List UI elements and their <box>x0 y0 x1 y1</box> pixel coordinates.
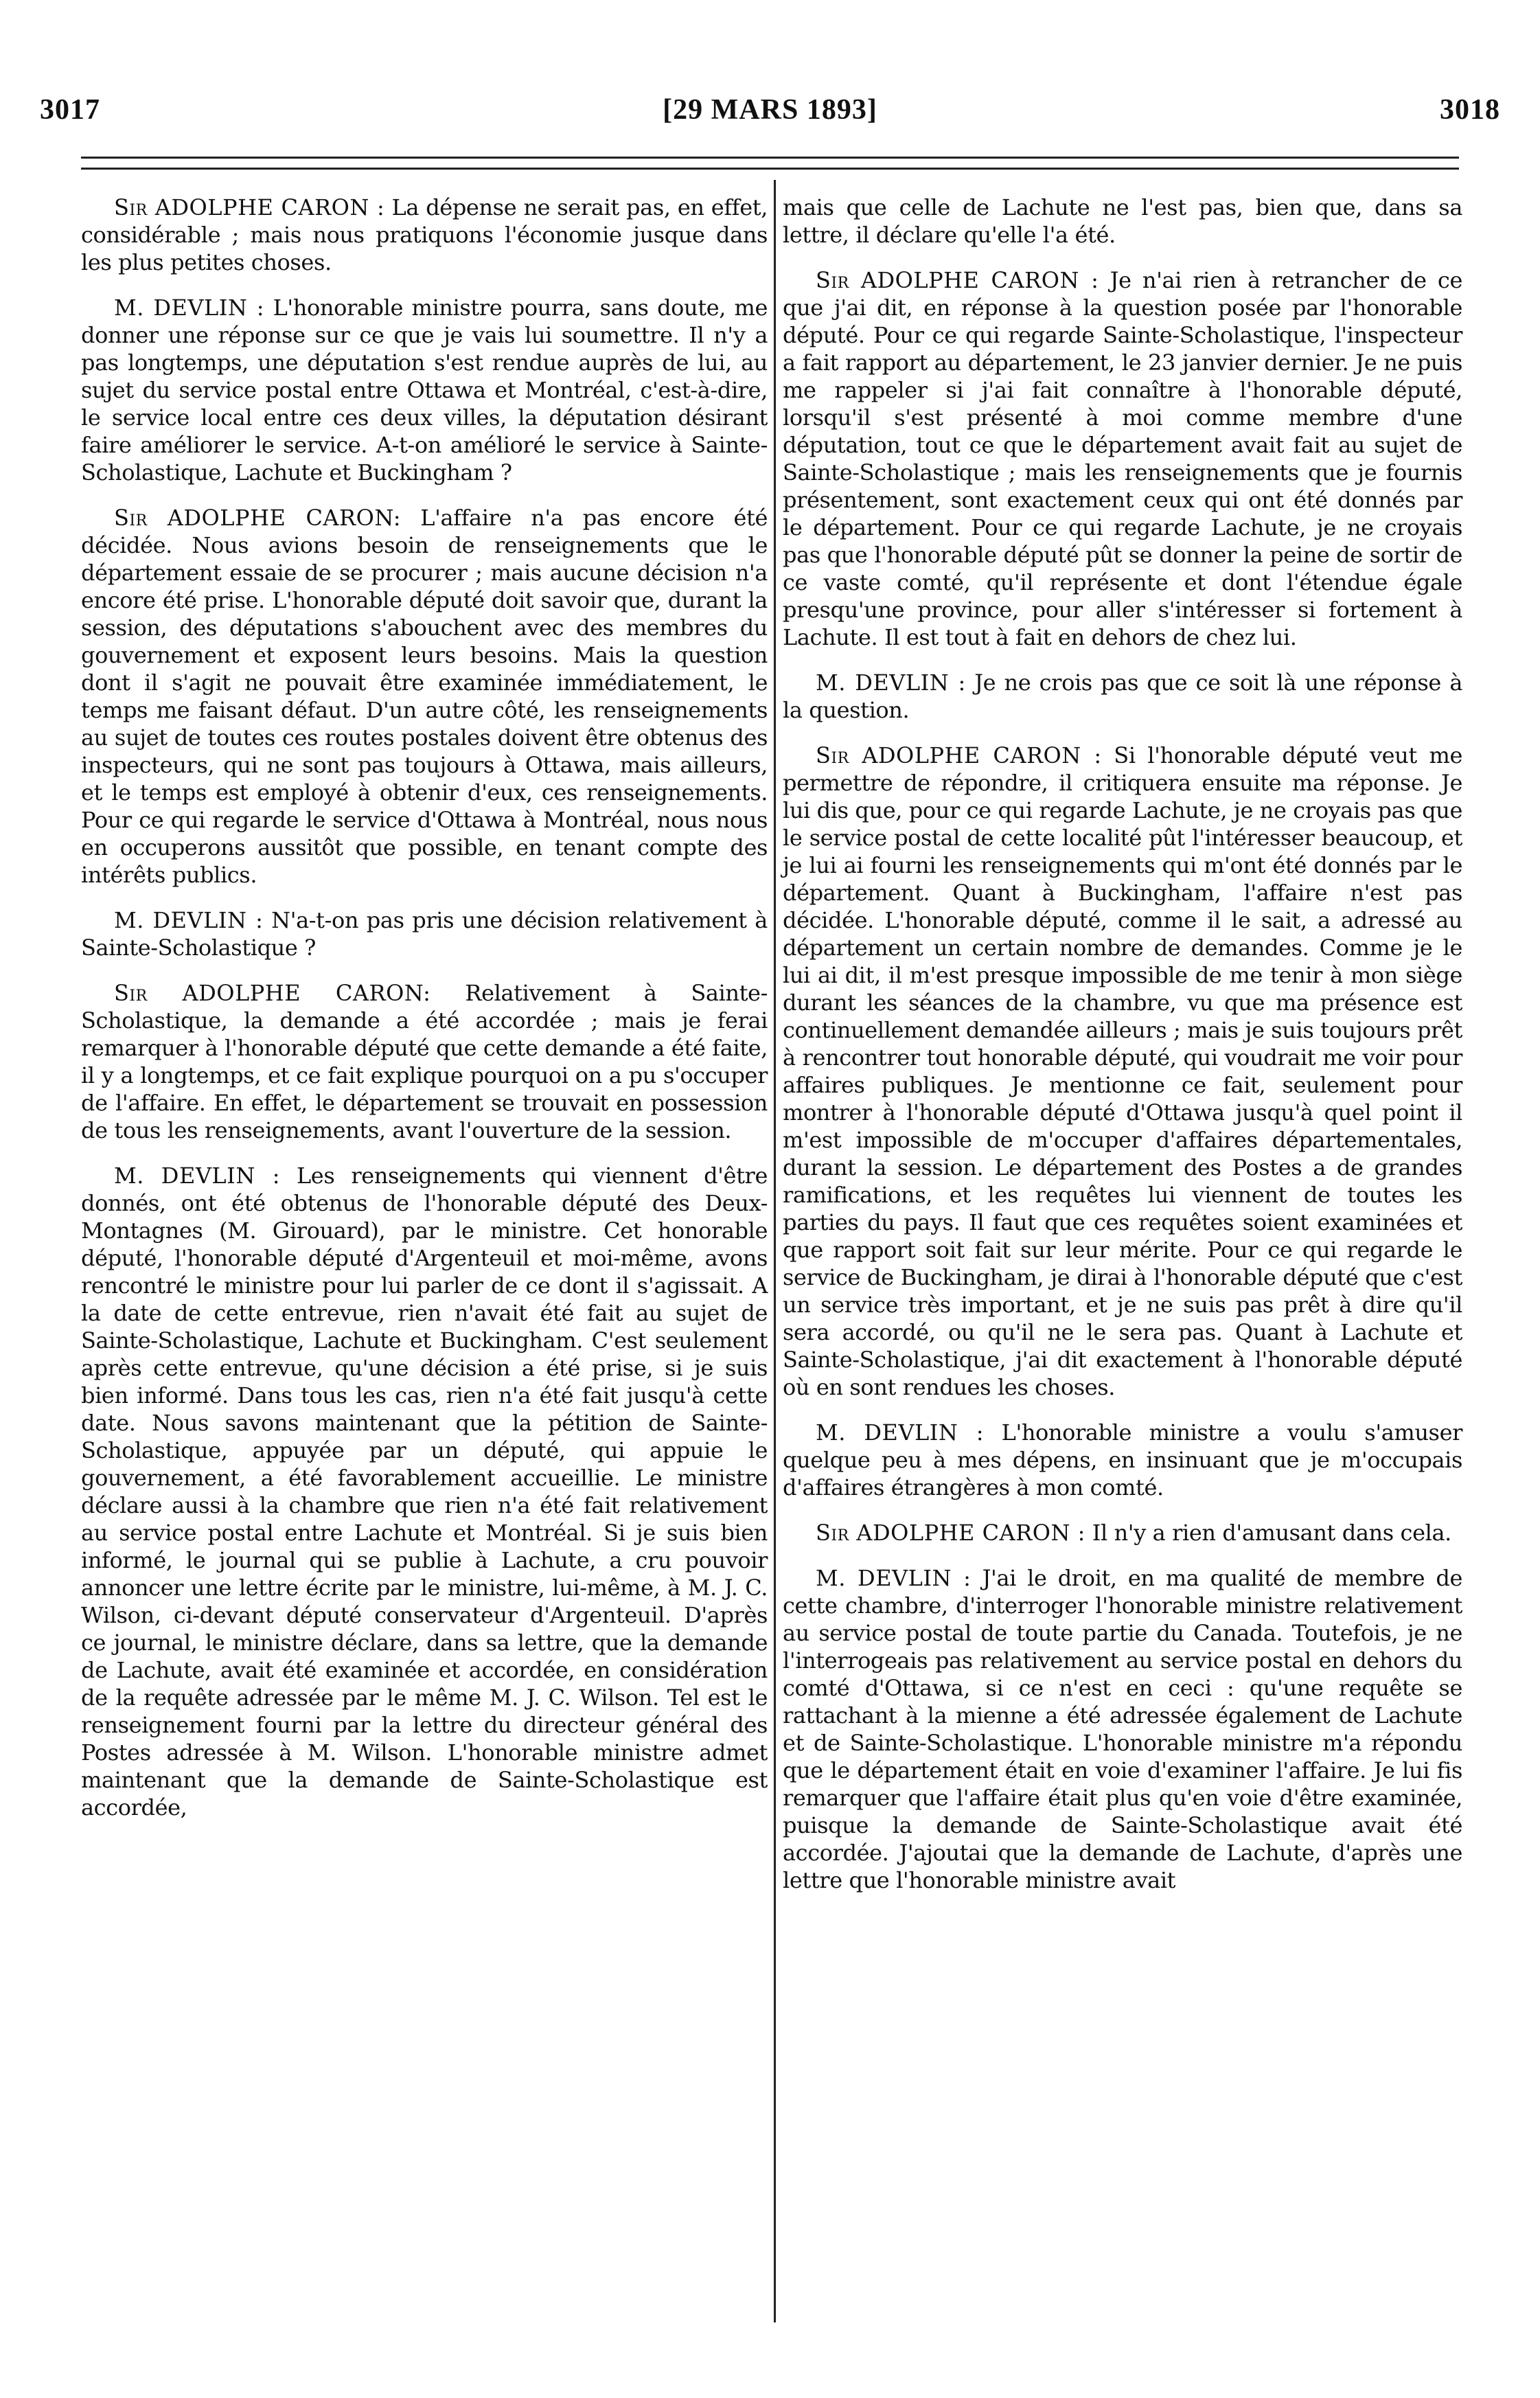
paragraph <box>81 979 768 1144</box>
paragraph <box>783 1419 1462 1501</box>
speaker-name: M. DEVLIN : <box>114 907 264 933</box>
paragraph-text: L'affaire n'a pas encore été décidée. Nous avions besoin de renseignements que le département essaie de se procurer ; mais aucune décision n'a encore été prise. L'honorable député doit savoir que, durant la session, des députations s'abouchent avec des membres du gouvernement et exposent leurs besoins. Mais la question dont il s'agit ne pouvait être examinée immédiatement, le temps me faisant défaut. D'un autre côté, les renseignements au sujet de toutes ces routes postales doivent être obtenus des inspecteurs, qui ne sont pas toujours à Ottawa, mais ailleurs, et le temps est employé à obtenir d'eux, ces renseignements. Pour ce qui regarde le service d'Ottawa à Montréal, nous nous en occuperons aussitôt que possible, en tenant compte des intérêts publics. <box>81 505 768 888</box>
speaker-name: Sir ADOLPHE CARON : <box>816 742 1102 768</box>
left-column <box>81 194 768 1839</box>
paragraph-text: Je ne crois pas que ce soit là une réponse à la question. <box>783 670 1462 723</box>
paragraph <box>783 1564 1462 1894</box>
paragraph-text: Je n'ai rien à retrancher de ce que j'ai dit, en réponse à la question posée par l'honorable député. Pour ce qui regarde Sainte-Scholastique, l'inspecteur a fait rapport au département, le 23 janvier dernier. Je ne puis me rappeler si j'ai fait connaître à l'honorable député, lorsqu'il s'est présenté à moi comme membre d'une députation, tout ce que le département avait fait au sujet de Sainte-Scholastique ; mais les renseignements que je fournis présentement, sont exactement ceux qui ont été donnés par le département. Pour ce qui regarde Lachute, je ne croyais pas que l'honorable député pût se donner la peine de sortir de ce vaste comté, qu'il représente et dont l'étendue égale presqu'une province, pour aller s'intéresser si fortement à Lachute. Il est tout à fait en dehors de chez lui. <box>783 267 1462 650</box>
paragraph-text: L'honorable ministre pourra, sans doute, me donner une réponse sur ce que je vais lui soumettre. Il n'y a pas longtemps, une députation s'est rendue auprès de lui, au sujet du service postal entre Ottawa et Montréal, c'est-à-dire, le service local entre ces deux villes, la députation désirant faire améliorer le service. A-t-on amélioré le service à Sainte-Scholastique, Lachute et Buckingham ? <box>81 295 768 486</box>
page-number-left: 3017 <box>40 94 100 126</box>
paragraph <box>81 1162 768 1821</box>
paragraph-text: Les renseignements qui viennent d'être donnés, ont été obtenus de l'honorable député des Deux-Montagnes (M. Girouard), par le ministre. Cet honorable député, l'honorable député d'Argenteuil et moi-même, avons rencontré le ministre pour lui parler de ce dont il s'agissait. A la date de cette entrevue, rien n'avait été fait au sujet de Sainte-Scholastique, Lachute et Buckingham. C'est seulement après cette entrevue, qu'une décision a été prise, si je suis bien informé. Dans tous les cas, rien n'a été fait jusqu'à cette date. Nous savons maintenant que la pétition de Sainte-Scholastique, appuyée par un député, qui appuie le gouvernement, a été favorablement accueillie. Le ministre déclare aussi à la chambre que rien n'a été fait relativement au service postal entre Lachute et Montréal. Si je suis bien informé, le journal qui se publie à Lachute, a cru pouvoir annoncer une lettre écrite par le ministre, lui-même, à M. J. C. Wilson, ci-devant député conservateur d'Argenteuil. D'après ce journal, le ministre déclare, dans sa lettre, que la demande de Lachute, avait été examinée et accordée, en considération de la requête adressée par le même M. J. C. Wilson. Tel est le renseignement fourni par la lettre du directeur général des Postes adressée à M. Wilson. L'honorable ministre admet maintenant que la demande de Sainte-Scholastique est accordée, <box>81 1163 768 1820</box>
speaker-name: M. DEVLIN : <box>816 1419 985 1446</box>
paragraph <box>81 504 768 889</box>
speaker-name: M. DEVLIN : <box>114 1163 280 1189</box>
paragraph-text: mais que celle de Lachute ne l'est pas, bien que, dans sa lettre, il déclare qu'elle l'a été. <box>783 194 1462 248</box>
speaker-name: M. DEVLIN : <box>816 670 966 696</box>
header-rule-bottom <box>81 168 1459 170</box>
header-rule-top <box>81 157 1459 159</box>
page-date: [29 MARS 1893] <box>663 94 877 126</box>
paragraph <box>81 294 768 486</box>
speaker-name: Sir ADOLPHE CARON : <box>816 267 1099 293</box>
speaker-name: Sir ADOLPHE CARON : <box>114 194 385 220</box>
paragraph-text: Il n'y a rien d'amusant dans cela. <box>1092 1520 1451 1546</box>
paragraph-text: Relativement à Sainte-Scholastique, la demande a été accordée ; mais je ferai remarquer à l'honorable député que cette demande a été faite, il y a longtemps, et ce fait explique pourquoi on a pu s'occuper de l'affaire. En effet, le département se trouvait en possession de tous les renseignements, avant l'ouverture de la session. <box>81 980 768 1143</box>
speaker-name: M. DEVLIN : <box>114 295 265 321</box>
paragraph <box>783 1519 1462 1546</box>
paragraph-text: Si l'honorable député veut me permettre de répondre, il critiquera ensuite ma réponse. Je lui dis que, pour ce qui regarde Lachute, je ne croyais pas que le service postal de cette localité pût l'intéresser beaucoup, et je lui ai fourni les renseignements qui m'ont été donnés par le département. Quant à Buckingham, l'affaire n'est pas décidée. L'honorable député, comme il le sait, a adressé au département un certain nombre de demandes. Comme je le lui ai dit, il m'est presque impossible de me tenir à mon siège durant les séances de la chambre, vu que ma présence est continuellement demandée ailleurs ; mais je suis toujours prêt à rencontrer tout honorable député, qui voudrait me voir pour affaires publiques. Je mentionne ce fait, seulement pour montrer à l'honorable député d'Ottawa jusqu'à quel point il m'est impossible de m'occuper d'affaires départementales, durant la session. Le département des Postes a de grandes ramifications, et les requêtes lui viennent de toutes les parties du pays. Il faut que ces requêtes soient examinées et que rapport soit fait sur leur mérite. Pour ce qui regarde le service de Buckingham, je dirai à l'honorable député que c'est un service très important, et je ne suis pas prêt à dire qu'il sera accordé, ou qu'il ne le sera pas. Quant à Lachute et Sainte-Scholastique, j'ai dit exactement à l'honorable député où en sont rendues les choses. <box>783 742 1462 1400</box>
paragraph-text: L'honorable ministre a voulu s'amuser quelque peu à mes dépens, en insinuant que je m'occupais d'affaires étrangères à mon comté. <box>783 1419 1463 1500</box>
paragraph-continued <box>783 194 1462 249</box>
column-divider <box>774 180 776 2322</box>
paragraph <box>783 266 1462 651</box>
page-number-right: 3018 <box>1440 94 1500 126</box>
paragraph <box>783 669 1462 724</box>
paragraph <box>81 194 768 276</box>
speaker-name: Sir ADOLPHE CARON: <box>114 505 402 531</box>
paragraph-text: La dépense ne serait pas, en effet, considérable ; mais nous pratiquons l'économie jusque dans les plus petites choses. <box>81 194 768 275</box>
right-column <box>783 194 1462 1912</box>
paragraph-text: J'ai le droit, en ma qualité de membre de cette chambre, d'interroger l'honorable ministre relativement au service postal de toute partie du Canada. Toutefois, je ne l'interrogeais pas relativement au service postal en dehors du comté d'Ottawa, si ce n'est en ceci : qu'une requête se rattachant à la mienne a été adressée également de Lachute et de Sainte-Scholastique. L'honorable ministre m'a répondu que le département était en voie d'examiner l'affaire. Je lui fis remarquer que l'affaire était plus qu'en voie d'être examinée, puisque la demande de Sainte-Scholastique avait été accordée. J'ajoutai que la demande de Lachute, d'après une lettre que l'honorable ministre avait <box>783 1565 1462 1893</box>
paragraph <box>783 742 1462 1401</box>
paragraph-text: N'a-t-on pas pris une décision relativement à Sainte-Scholastique ? <box>81 907 768 961</box>
page-header <box>40 93 1500 128</box>
speaker-name: Sir ADOLPHE CARON: <box>114 980 431 1006</box>
speaker-name: M. DEVLIN : <box>816 1565 972 1591</box>
speaker-name: Sir ADOLPHE CARON : <box>816 1520 1085 1546</box>
paragraph <box>81 906 768 961</box>
